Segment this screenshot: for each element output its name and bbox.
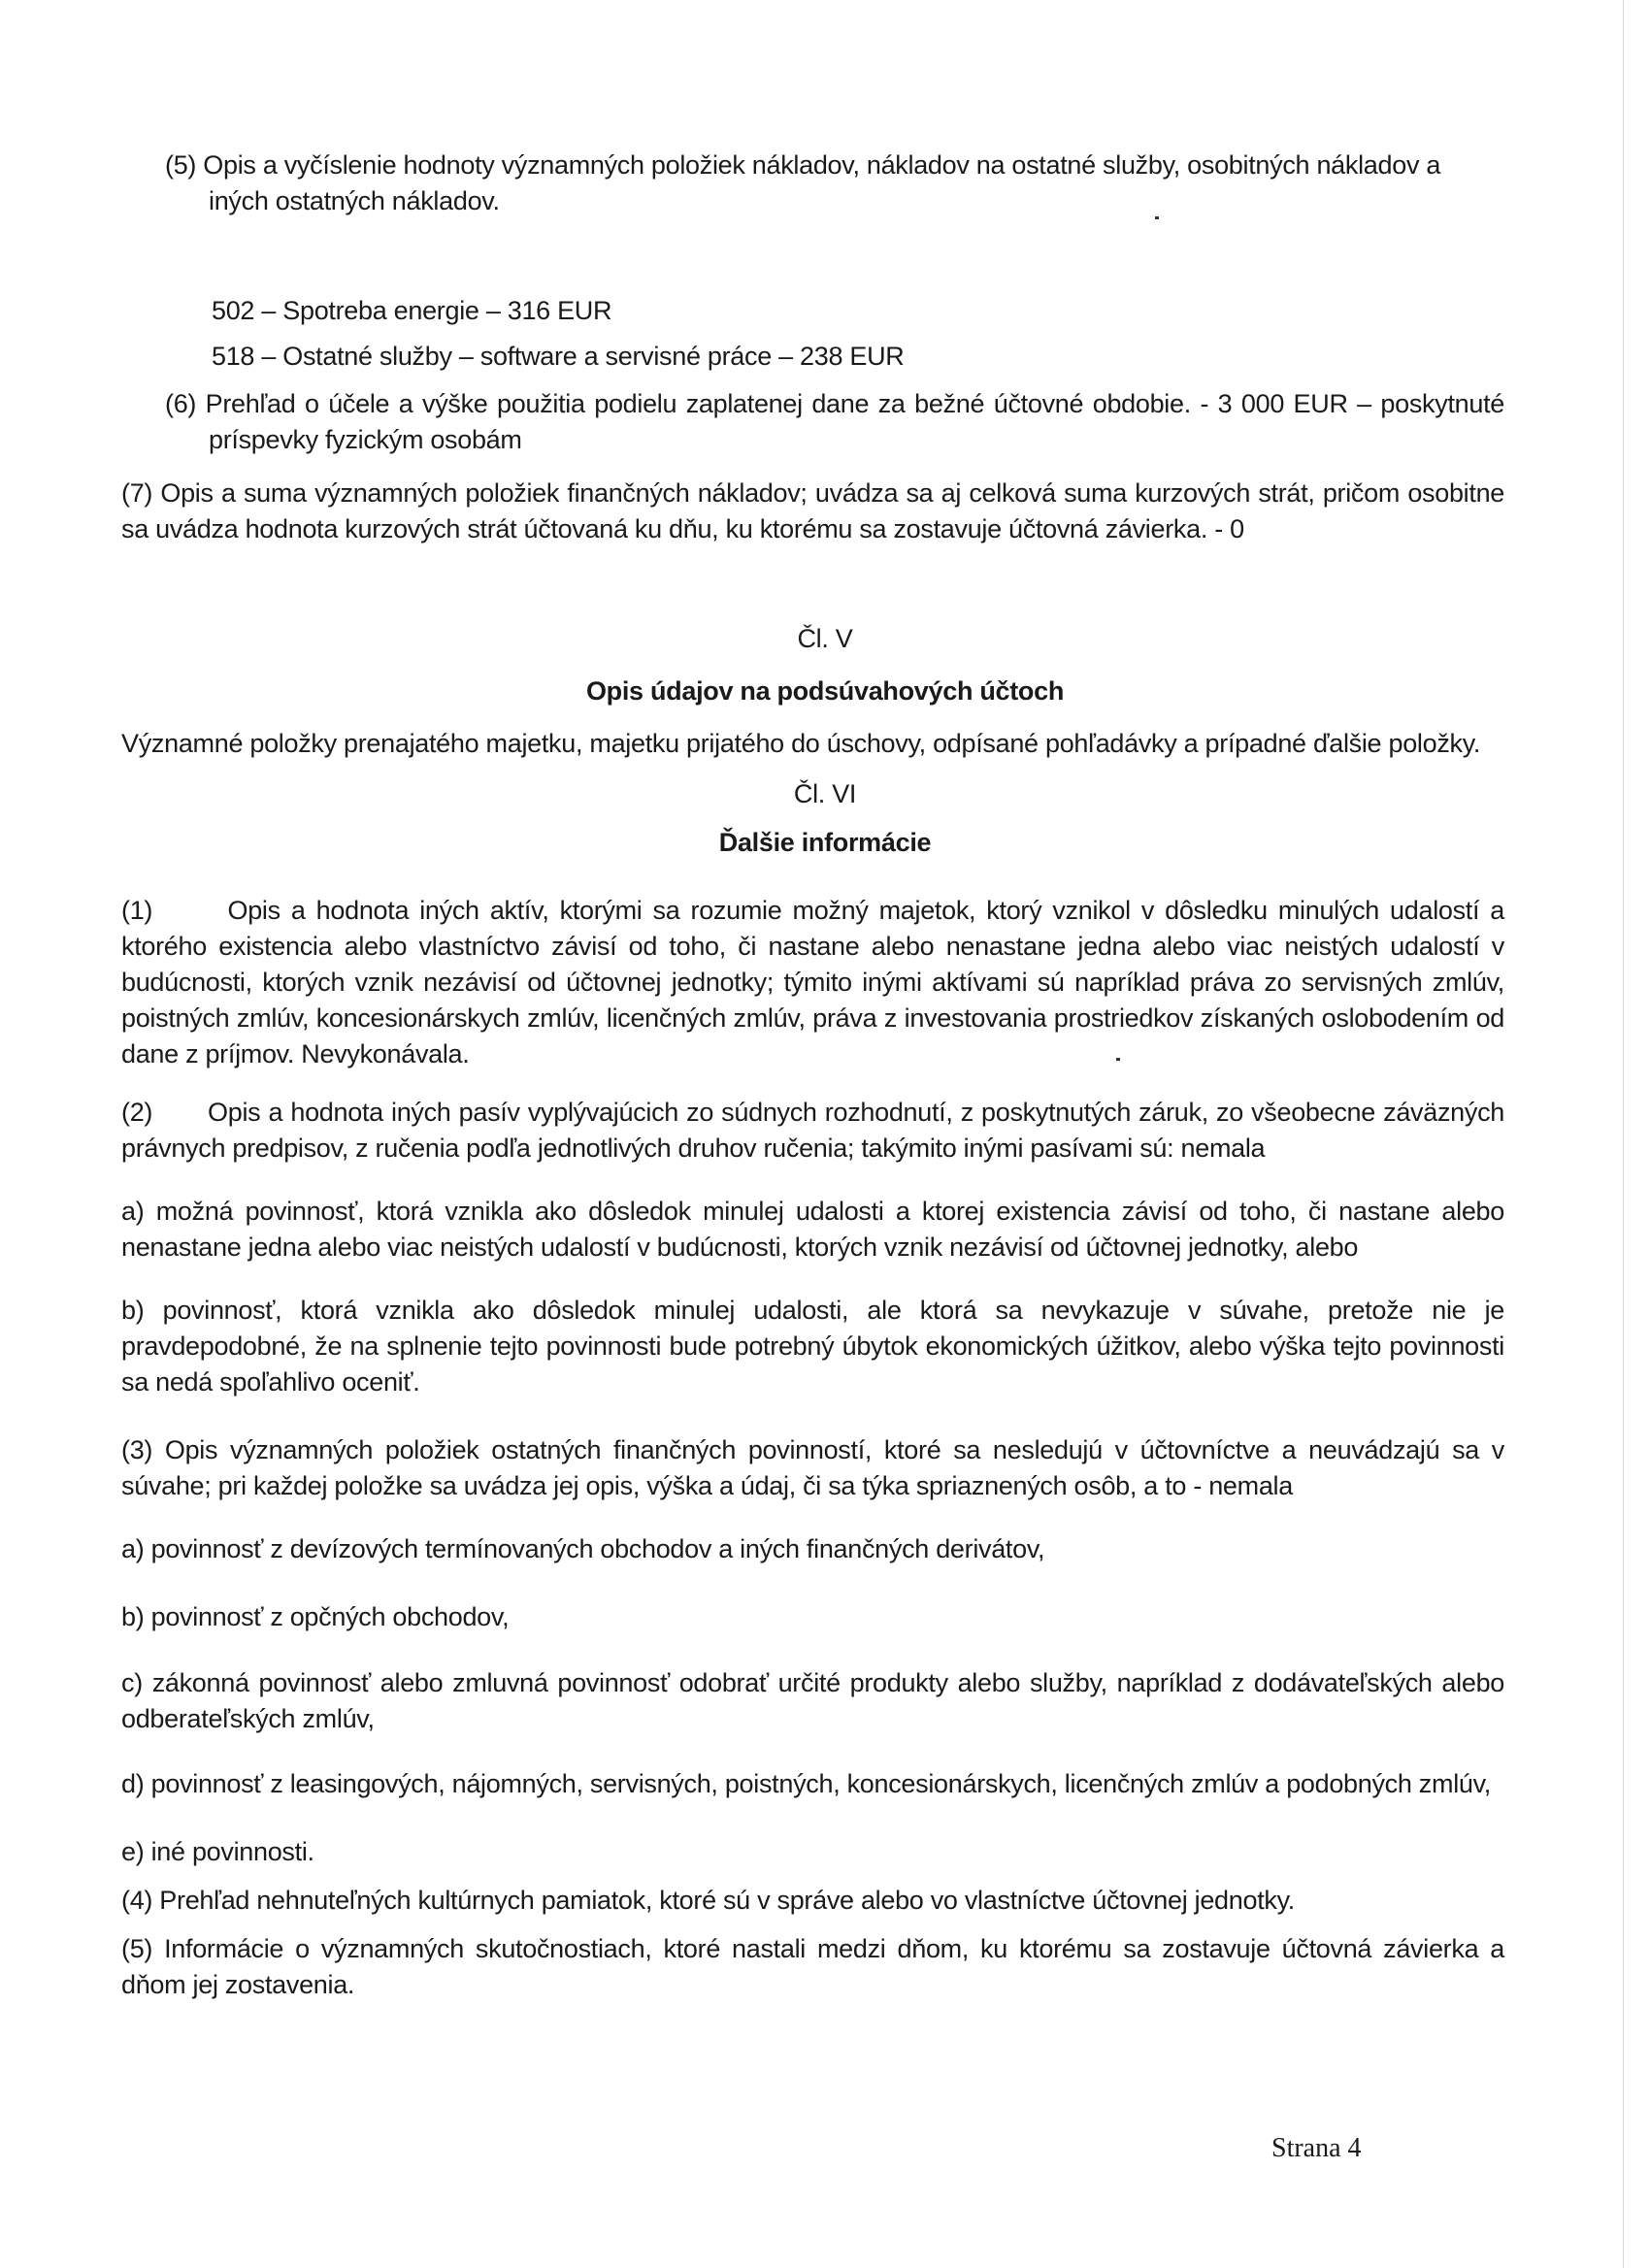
obligation-item-d: d) povinnosť z leasingových, nájomných, servisných, poistných, koncesionárskych, licenčných zmlúv a podobných zmlúv, xyxy=(121,1769,1492,1798)
obligation-item-a: a) povinnosť z devízových termínovaných obchodov a iných finančných derivátov, xyxy=(121,1534,1045,1563)
article-6-heading: Čl. VI xyxy=(793,779,857,808)
other-financial-obligations: (3) Opis významných položiek ostatných finančných povinností, ktoré sa nesledujú v účtovníctve a neuvádzajú sa v súvahe; pri každej položke sa uvádza jej opis, výška a údaj, či sa týka spriaznených osôb, a to - nemala xyxy=(121,1435,1504,1500)
item-costs-description: (5) Opis a vyčíslenie hodnoty významných položiek nákladov, nákladov na ostatné služby, osobitných nákladov a iných ostatných nákladov. xyxy=(165,150,1441,215)
liability-item-b: b) povinnosť, ktorá vznikla ako dôsledok minulej udalosti, ale ktorá sa nevykazuje v súvahe, pretože nie je pravdepodobné, že na splnenie tejto povinnosti bude potrebný úbytok ekonomických úžitkov, alebo výška tejto povinnosti sa nedá spoľahlivo oceniť. xyxy=(121,1296,1504,1397)
off-balance-items: Významné položky prenajatého majetku, majetku prijatého do úschovy, odpísané pohľadávky a prípadné ďalšie položky. xyxy=(121,729,1481,758)
obligation-item-e: e) iné povinnosti. xyxy=(121,1837,314,1866)
obligation-item-b: b) povinnosť z opčných obchodov, xyxy=(121,1602,510,1631)
cost-line-502: 502 – Spotreba energie – 316 EUR xyxy=(212,296,612,325)
article-5-title: Opis údajov na podsúvahových účtoch xyxy=(585,676,1065,706)
scan-speck xyxy=(1116,1058,1120,1061)
financial-costs: (7) Opis a suma významných položiek finančných nákladov; uvádza sa aj celková suma kurzových strát, pričom osobitne sa uvádza hodnota kurzových strát účtovaná ku dňu, ku ktorému sa zostavuje účtovná závierka. - 0 xyxy=(121,478,1504,543)
subsequent-events: (5) Informácie o významných skutočnostiach, ktoré nastali medzi dňom, ku ktorému sa zostavuje účtovná závierka a dňom jej zostavenia. xyxy=(121,1934,1504,1999)
tax-share-usage: (6) Prehľad o účele a výške použitia podielu zaplatenej dane za bežné účtovné obdobie. - 3 000 EUR – poskytnuté príspevky fyzickým osobám xyxy=(165,389,1504,454)
other-assets: (1) Opis a hodnota iných aktív, ktorými sa rozumie možný majetok, ktorý vznikol v dôsledku minulých udalostí a ktorého existencia alebo vlastníctvo závisí od toho, či nastane alebo nenastane jedna alebo viac neistých udalostí v budúcnosti, ktorých vznik nezávisí od účtovnej jednotky; týmito inými aktívami sú napríklad práva zo servisných zmlúv, poistných zmlúv, koncesionárskych zmlúv, licenčných zmlúv, práva z investovania prostriedkov získaných oslobodením od dane z príjmov. Nevykonávala. xyxy=(121,896,1512,1068)
article-5-heading: Čl. V xyxy=(797,624,853,653)
liability-item-a: a) možná povinnosť, ktorá vznikla ako dôsledok minulej udalosti a ktorej existencia závisí od toho, či nastane alebo nenastane jedna alebo viac neistých udalostí v budúcnosti, ktorých vznik nezávisí od účtovnej jednotky, alebo xyxy=(121,1197,1504,1262)
cost-line-518: 518 – Ostatné služby – software a servisné práce – 238 EUR xyxy=(212,342,905,371)
article-6-title: Ďalšie informácie xyxy=(718,828,932,857)
scan-edge xyxy=(1623,0,1624,2268)
cultural-monuments: (4) Prehľad nehnuteľných kultúrnych pamiatok, ktoré sú v správe alebo vo vlastníctve účtovnej jednotky. xyxy=(121,1886,1296,1915)
other-liabilities: (2) Opis a hodnota iných pasív vyplývajúcich zo súdnych rozhodnutí, z poskytnutých záruk, zo všeobecne záväzných právnych predpisov, z ručenia podľa jednotlivých druhov ručenia; takýmito inými pasívami sú: nemala xyxy=(121,1098,1512,1163)
page-number: Strana 4 xyxy=(1271,2133,1362,2163)
scan-speck xyxy=(1155,216,1159,219)
obligation-item-c: c) zákonná povinnosť alebo zmluvná povinnosť odobrať určité produkty alebo služby, napríklad z dodávateľských alebo odberateľských zmlúv, xyxy=(121,1668,1504,1733)
